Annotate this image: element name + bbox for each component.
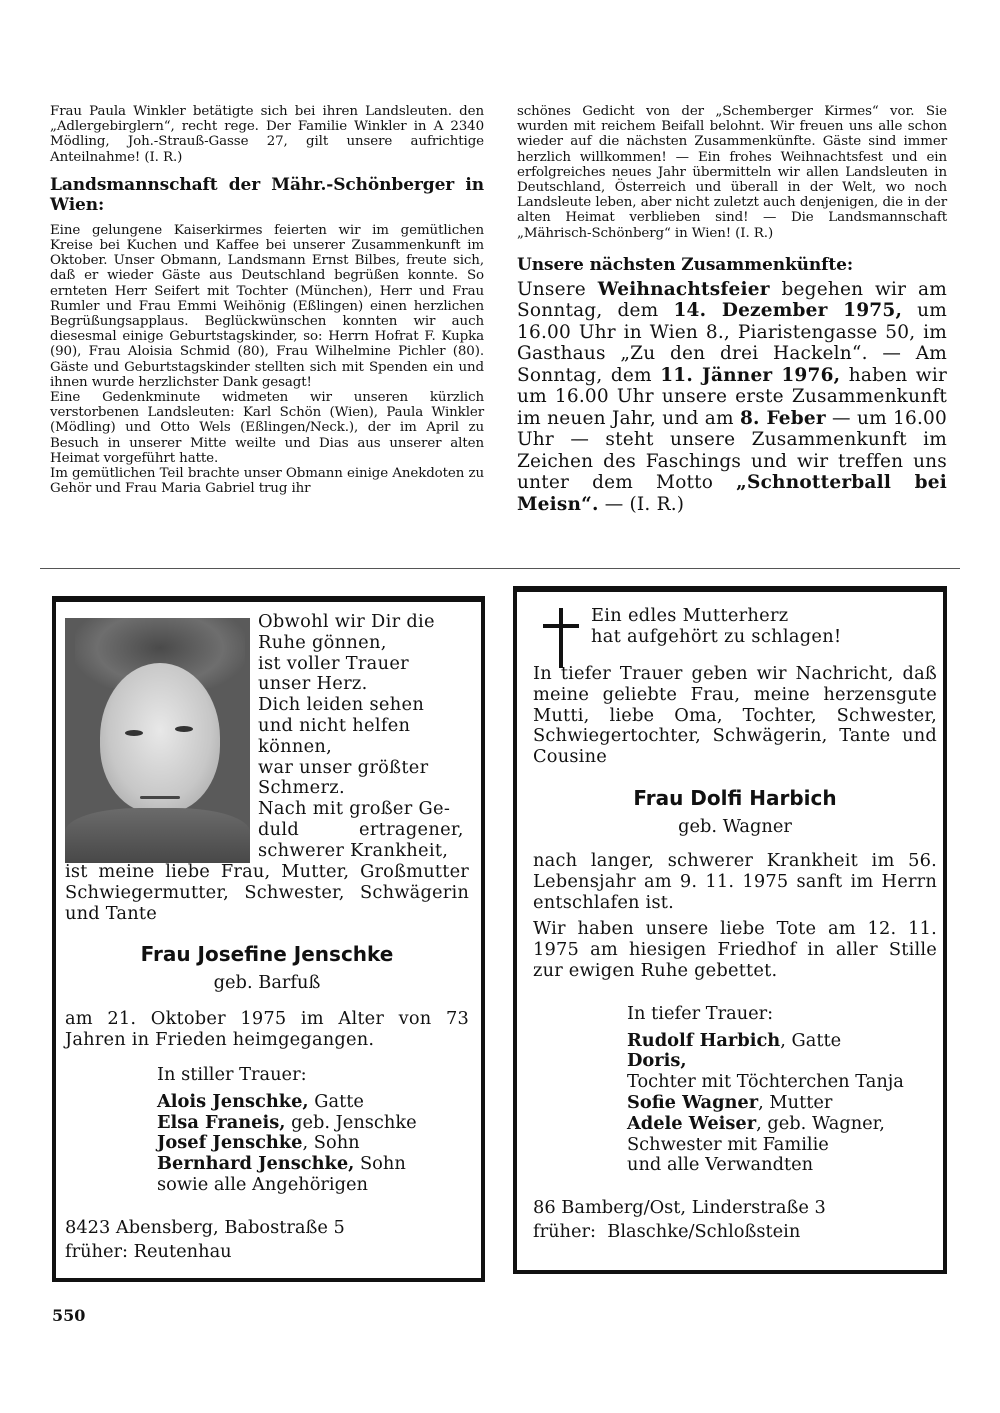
mourner — [157, 1154, 469, 1175]
mourner-name: Doris, — [627, 1050, 687, 1072]
paragraph: Im gemütlichen Teil brachte unser Obmann einige Anekdoten zu Gehör und Frau Maria Gabriel trug ihr — [50, 466, 484, 497]
poem-line: und nicht helfen — [258, 714, 411, 736]
mourner-relation: Tochter mit Töchterchen Tanja — [627, 1071, 904, 1093]
event-date: 11. Jänner 1976, — [660, 364, 841, 386]
photo-face — [100, 663, 220, 813]
mourner-relation: , Mutter — [758, 1091, 833, 1113]
poem-line: können, — [258, 735, 333, 757]
poem-line: Dich leiden sehen — [258, 694, 425, 716]
poem — [258, 612, 463, 862]
section-heading: Unsere nächsten Zusammenkünfte: — [517, 254, 854, 275]
text: — um 16.00 Uhr — steht unsere Zusammenkunft im Zeichen des Faschings und wir treffen uns unter dem Motto — [517, 407, 948, 494]
former-address: früher: Reutenhau — [65, 1240, 232, 1262]
event-date: 14. Dezember 1975, — [673, 300, 903, 322]
poem-line: Obwohl wir Dir die — [258, 611, 435, 632]
mourner-name: Rudolf Harbich — [627, 1029, 781, 1051]
poem-line: Ruhe gönnen, — [258, 631, 387, 653]
meetings-paragraph — [517, 279, 947, 516]
maiden-name: geb. Wagner — [678, 815, 792, 837]
death-text: nach langer, schwerer Krankheit im 56. Lebensjahr am 9. 11. 1975 sanft im Herrn entschlafen ist. — [533, 849, 937, 913]
article-left-column — [50, 104, 484, 496]
former-address: früher: Blaschke/Schloßstein — [533, 1221, 801, 1243]
mourner — [627, 1114, 937, 1135]
mourner — [157, 1113, 469, 1134]
address: 8423 Abensberg, Babostraße 5 — [65, 1216, 345, 1238]
mourner-name: Adele Weiser — [627, 1112, 757, 1134]
intro-paragraph: Frau Paula Winkler betätigte sich bei ihren Landsleuten. den „Adlergebirglern“, recht rege. Der Familie Winkler in A 2340 Mödling, Joh.-Strauß-Gasse 27, gilt unsere aufrichtige Anteilnahme! (I. R.) — [50, 104, 484, 165]
address: 86 Bamberg/Ost, Linderstraße 3 — [533, 1197, 826, 1219]
mourner-name: Elsa Franeis, — [157, 1111, 286, 1133]
intro-line: hat aufgehört zu schlagen! — [591, 625, 842, 647]
mourners-list — [157, 1065, 469, 1196]
page-number: 550 — [52, 1306, 86, 1325]
obituary-harbich — [513, 586, 947, 1274]
event-date: 8. Feber — [739, 407, 826, 429]
text: haben wir um 16.00 Uhr unsere erste Zusammenkunft im neuen Jahr, und am — [517, 364, 948, 429]
mourner — [157, 1092, 469, 1113]
obituary-content — [533, 664, 937, 1244]
poem-line: duld ertragener, — [258, 818, 464, 840]
poem-line: schwerer Krankheit, — [258, 839, 449, 861]
mourners-list — [627, 1004, 937, 1176]
event-motto: „Schnotterball bei Meisn“. — [517, 472, 947, 515]
continuation-paragraph: schönes Gedicht von der „Schemberger Kirmes“ vor. Sie wurden mit reichem Beifall belohnt. Wir freuen uns alle schon wieder auf die nächsten Zusammenkünfte. Gäste sind immer herzlich willkommen! — Ein frohes Weihnachtsfest und ein erfolgreiches neues Jahr übermitteln wir allen Landsleuten in Deutschland, Österreich und überall in der Welt, wo noch Landsleute leben, aber nicht zuletzt auch denjenigen, die in der alten Heimat verblieben sind! — Die Landsmannschaft „Mährisch-Schönberg“ in Wien! (I. R.) — [517, 104, 947, 241]
portrait-photo — [65, 618, 250, 863]
deceased-name: Frau Josefine Jenschke — [140, 942, 394, 967]
photo-eye — [175, 726, 193, 732]
obituary-jenschke — [52, 596, 485, 1282]
mourner-relation: und alle Verwandten — [627, 1154, 814, 1176]
mourner-name: Josef Jenschke — [157, 1132, 303, 1154]
article-right-column — [517, 104, 947, 515]
cross-icon — [543, 608, 579, 668]
poem-line: Schmerz. — [258, 777, 345, 799]
poem-line: ist voller Trauer — [258, 652, 409, 674]
text: um 16.00 Uhr in Wien 8., Piaristengasse 50, im Gasthaus „Zu den drei Hackeln“. — Am Sonntag, dem — [517, 300, 947, 386]
mourner-relation: Sohn — [354, 1153, 406, 1175]
poem-line: unser Herz. — [258, 673, 368, 695]
mourner — [157, 1175, 469, 1196]
paragraph: Eine Gedenkminute widmeten wir unseren kürzlich verstorbenen Landsleuten: Karl Schön (Wien), Paula Winkler (Mödling) und Otto Wels (Eßlingen/Neck.), der im April zu Besuch in unserer Mitte weilte und Dias aus unserer alten Heimat vorgeführt hatte. — [50, 390, 484, 466]
mourner-relation: , Gatte — [780, 1029, 842, 1051]
paragraph: Eine gelungene Kaiserkirmes feierten wir im gemütlichen Kreise bei Kuchen und Kaffee bei unserer Zusammenkunft im Oktober. Unser Obmann, Landsmann Ernst Bilbes, freute sich, daß er wieder Gäste aus Deutschland begrüßen konnte. So ernteten Herr Seifert mit Tochter (München), Herr und Frau Rumler und Frau Emmi Weihönig (Eßlingen) einen herzlichen Begrüßungsapplaus. Beglückwünschen konnten wir auch diesesmal einige Geburtstagskinder, so: Herrn Hofrat F. Kupka (90), Frau Aloisia Schmid (80), Frau Wilhelmine Pichler (80). Gäste und Geburtstagskinder stellten sich mit Spenden ein und ihnen wurde herzlichster Dank gesagt! — [50, 222, 484, 390]
intro-line: Ein edles Mutterherz — [591, 605, 789, 626]
cross-vertical — [559, 608, 563, 668]
mourner — [627, 1093, 937, 1114]
section-heading: Landsmannschaft der Mähr.-Schönberger in Wien: — [50, 174, 484, 215]
poem-line: war unser größter — [258, 756, 429, 778]
mourner — [157, 1133, 469, 1154]
poem-line: Nach mit großer Ge- — [258, 798, 451, 820]
mourner-relation: sowie alle Angehörigen — [157, 1173, 368, 1195]
mourner — [627, 1031, 937, 1052]
text: Unsere — [517, 278, 598, 300]
mourner-relation: , geb. Wagner, — [756, 1112, 885, 1134]
photo-shoulders — [65, 808, 250, 863]
mourner — [627, 1135, 937, 1156]
mourner-relation: , Sohn — [302, 1132, 360, 1154]
mourner — [627, 1155, 937, 1176]
maiden-name: geb. Barfuß — [213, 972, 321, 994]
mourning-lead: In stiller Trauer: — [157, 1063, 307, 1085]
cross-horizontal — [543, 624, 579, 628]
mourner — [627, 1051, 937, 1072]
obituary-content — [65, 862, 469, 1264]
obituary-body: In tiefer Trauer geben wir Nachricht, daß meine geliebte Frau, meine herzensgute Mutti, liebe Oma, Tochter, Schwester, Schwiegertochter, Schwägerin, Tante und Cousine — [533, 663, 937, 768]
text: — (I. R.) — [598, 493, 685, 515]
mourner-relation: Gatte — [308, 1090, 364, 1112]
mourner-name: Bernhard Jenschke, — [157, 1153, 355, 1175]
horizontal-divider — [40, 568, 960, 569]
mourner-name: Alois Jenschke, — [157, 1090, 309, 1112]
deceased-name: Frau Dolfi Harbich — [633, 785, 837, 810]
mourner — [627, 1072, 937, 1093]
text: begehen wir am Sonntag, dem — [517, 278, 947, 322]
mourning-lead: In tiefer Trauer: — [627, 1002, 774, 1024]
death-text: am 21. Oktober 1975 im Alter von 73 Jahren in Frieden heimgegangen. — [65, 1008, 469, 1051]
event-name: Weihnachtsfeier — [597, 278, 770, 300]
photo-eye — [125, 730, 143, 736]
mourner-relation: geb. Jenschke — [285, 1111, 417, 1133]
burial-text: Wir haben unsere liebe Tote am 12. 11. 1975 am hiesigen Friedhof in aller Stille zur ewigen Ruhe gebettet. — [533, 918, 937, 981]
photo-mouth — [140, 796, 180, 799]
mourner-name: Sofie Wagner — [627, 1091, 759, 1113]
mourner-relation: Schwester mit Familie — [627, 1133, 829, 1155]
obituary-body: ist meine liebe Frau, Mutter, Großmutter Schwiegermutter, Schwester, Schwägerin und Tante — [65, 861, 469, 924]
obituary-intro — [591, 606, 841, 648]
